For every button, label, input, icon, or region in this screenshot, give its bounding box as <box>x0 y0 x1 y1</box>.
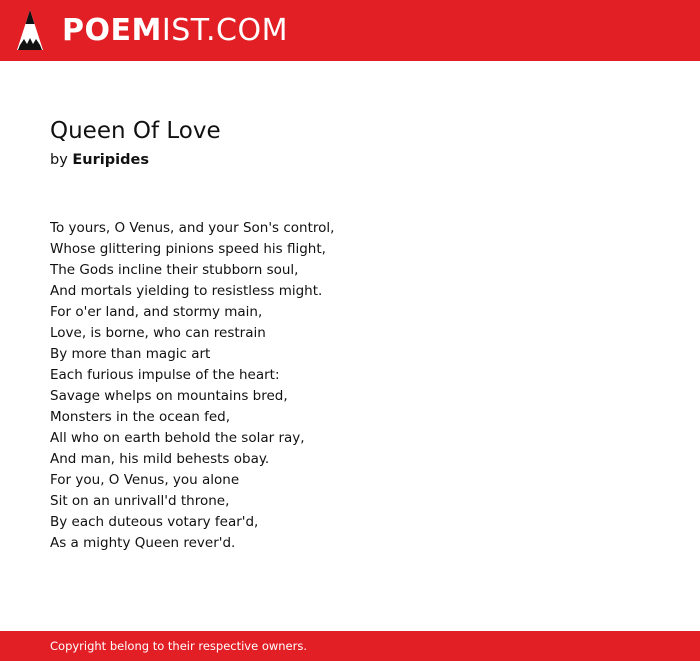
poem-line: All who on earth behold the solar ray, <box>50 430 305 446</box>
by-label: by <box>50 152 68 168</box>
poem-line: And man, his mild behests obay. <box>50 451 270 467</box>
poem-line: And mortals yielding to resistless might. <box>50 283 323 299</box>
poem-line: Love, is borne, who can restrain <box>50 325 266 341</box>
poem-line: To yours, O Venus, and your Son's control, <box>50 220 335 236</box>
site-header <box>0 0 700 61</box>
poem-line: For o'er land, and stormy main, <box>50 304 263 320</box>
logo-bold-text: POEM <box>62 13 162 48</box>
poem-line: Sit on an unrivall'd throne, <box>50 493 230 509</box>
poem-line: The Gods incline their stubborn soul, <box>50 262 299 278</box>
site-logo[interactable] <box>62 11 288 51</box>
poem-line: Whose glittering pinions speed his flight, <box>50 241 326 257</box>
poem-header <box>50 115 650 171</box>
poem-body <box>50 218 650 554</box>
pencil-tip-icon <box>16 9 44 51</box>
poem-line: As a mighty Queen rever'd. <box>50 535 236 551</box>
byline <box>50 149 650 171</box>
poem-line: For you, O Venus, you alone <box>50 472 240 488</box>
poem-line: By more than magic art <box>50 346 211 362</box>
logo-light-text: IST.COM <box>161 13 288 48</box>
author-name: Euripides <box>72 152 149 168</box>
poem-line: Monsters in the ocean fed, <box>50 409 231 425</box>
poem-title: Queen Of Love <box>50 118 221 144</box>
poem-line: By each duteous votary fear'd, <box>50 514 259 530</box>
copyright-text: Copyright belong to their respective owners. <box>50 639 308 653</box>
poem-line: Each furious impulse of the heart: <box>50 367 280 383</box>
poem-line: Savage whelps on mountains bred, <box>50 388 288 404</box>
site-footer <box>0 631 700 661</box>
